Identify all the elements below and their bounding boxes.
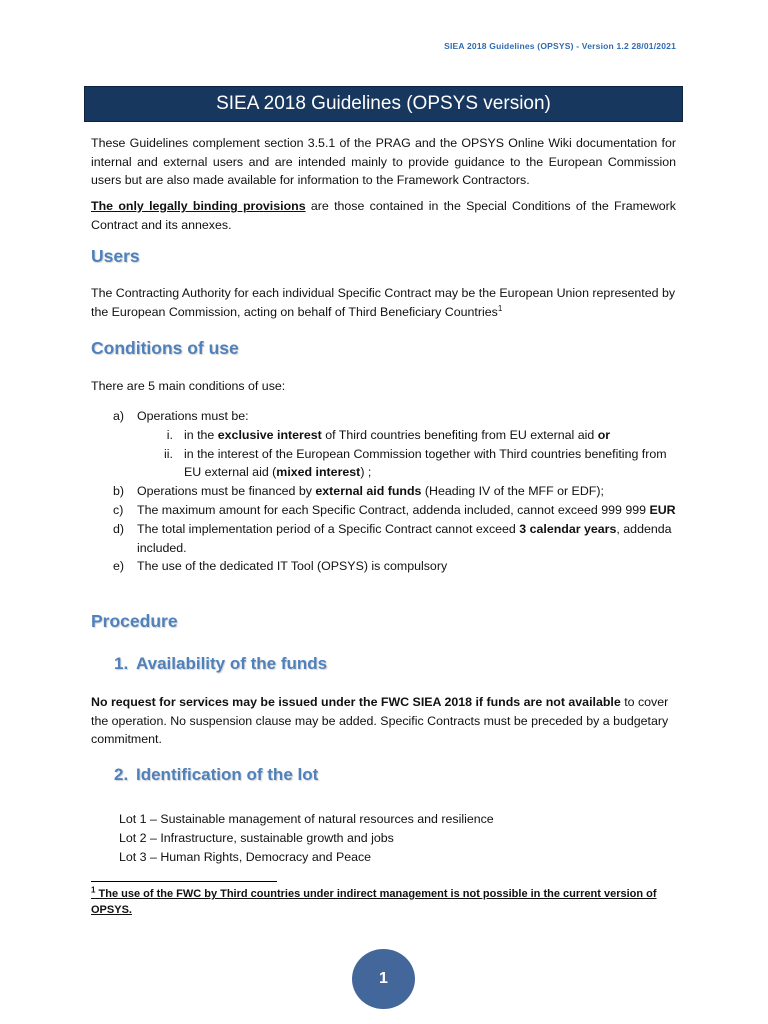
- page-number-badge: 1: [352, 949, 415, 1009]
- list-subitem: ii. in the interest of the European Commission together with Third countries benefiting from EU external aid (mixed interest) ;: [164, 446, 667, 480]
- procedure-heading: Procedure: [91, 611, 178, 631]
- list-item: Lot 2 – Infrastructure, sustainable growth and jobs: [119, 831, 394, 846]
- list-item: c) The maximum amount for each Specific Contract, addenda included, cannot exceed 999 999 EUR: [113, 502, 676, 517]
- footnote: $^1$ The use of the FWC by Third countries under indirect management is not possible in the current version of OPSYS.: [91, 885, 657, 916]
- document-title: SIEA 2018 Guidelines (OPSYS version): [84, 86, 683, 122]
- footnote-marker: 1: [91, 885, 96, 895]
- intro-paragraph: These Guidelines complement section 3.5.1 of the PRAG and the OPSYS Online Wiki documentation for internal and external users and are intended mainly to provide guidance to the European Commission users but are also made available for information to the Framework Contractors.: [91, 136, 676, 188]
- footnote-reference[interactable]: 1: [497, 303, 503, 313]
- list-subitem: i. in the exclusive interest of Third countries benefiting from EU external aid or: [166, 427, 611, 442]
- list-item: e) The use of the dedicated IT Tool (OPSYS) is compulsory: [113, 559, 448, 574]
- conditions-list: [91, 407, 676, 576]
- users-heading: Users: [91, 246, 140, 266]
- list-item: Lot 1 – Sustainable management of natural resources and resilience: [119, 812, 494, 826]
- list-item: d) The total implementation period of a Specific Contract cannot exceed 3 calendar years, addenda included.: [113, 521, 672, 555]
- section-availability-heading: 1. Availability of the funds: [114, 654, 328, 673]
- section-lot-heading: 2. Identification of the lot: [114, 765, 319, 784]
- availability-paragraph: No request for services may be issued under the FWC SIEA 2018 if funds are not available to cover the operation. No suspension clause may be added. Specific Contracts must be preceded by a budgetary commitment.: [91, 695, 669, 747]
- conditions-intro: There are 5 main conditions of use:: [91, 379, 286, 393]
- list-item: b) Operations must be financed by external aid funds (Heading IV of the MFF or EDF);: [113, 484, 604, 499]
- running-header: SIEA 2018 Guidelines (OPSYS) - Version 1.2 28/01/2021: [444, 41, 676, 51]
- binding-provisions-paragraph: The only legally binding provisions are those contained in the Special Conditions of the Framework Contract and its annexes.: [91, 199, 676, 232]
- list-item: a) Operations must be:: [113, 409, 249, 423]
- conditions-heading: Conditions of use: [91, 338, 239, 358]
- lot-list: [119, 810, 494, 868]
- users-paragraph: The Contracting Authority for each individual Specific Contract may be the European Union represented by the European Commission, acting on behalf of Third Beneficiary Countries$^1$: [91, 286, 676, 319]
- footnote-divider: [91, 881, 277, 882]
- binding-provisions-emphasis: The only legally binding provisions: [91, 199, 306, 213]
- list-item: Lot 3 – Human Rights, Democracy and Peace: [119, 850, 372, 865]
